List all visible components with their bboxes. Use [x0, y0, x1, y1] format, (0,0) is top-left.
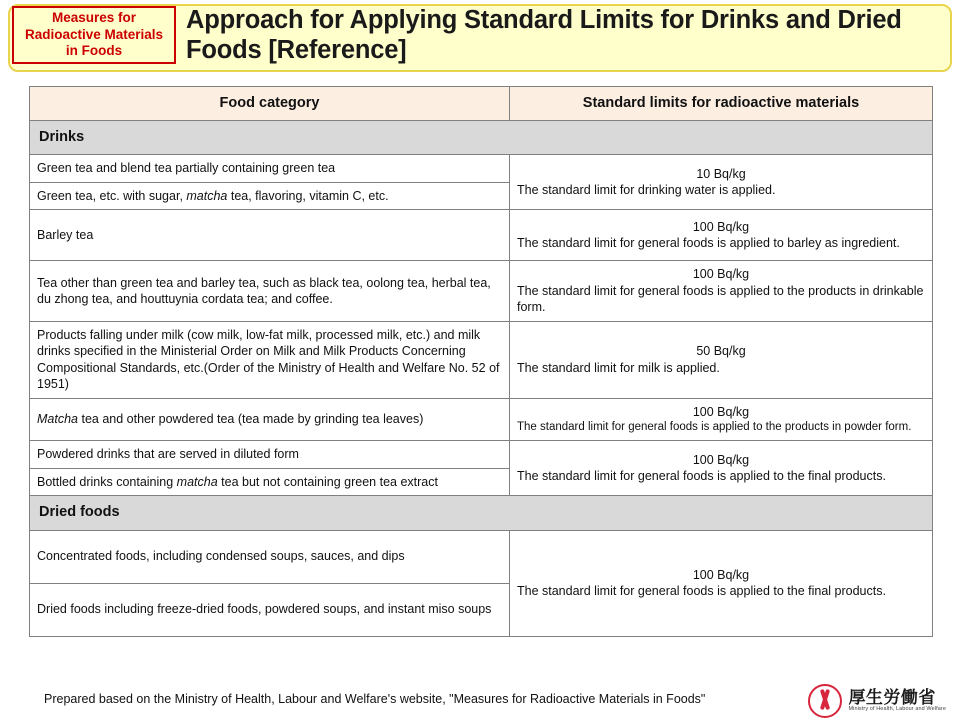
- limit-value: 50 Bq/kg: [696, 344, 746, 359]
- section-label: Dried foods: [30, 496, 933, 530]
- section-row-dried-foods: [30, 496, 933, 530]
- standard-limits-table: [29, 86, 933, 637]
- limit-description: The standard limit for drinking water is applied.: [517, 183, 776, 198]
- food-category-cell: Matcha tea and other powdered tea (tea made by grinding tea leaves): [30, 398, 510, 441]
- table-row: [30, 398, 933, 441]
- food-category-cell: Barley tea: [30, 210, 510, 261]
- header-badge: Measures for Radioactive Materials in Foods: [12, 6, 176, 64]
- column-header-standard-limits: Standard limits for radioactive materials: [510, 87, 933, 121]
- limit-description: The standard limit for general foods is applied to the products in powder form.: [517, 421, 912, 434]
- ministry-name-en: Ministry of Health, Labour and Welfare: [848, 706, 946, 713]
- limit-description: The standard limit for general foods is applied to the final products.: [517, 584, 886, 599]
- food-category-cell: Concentrated foods, including condensed soups, sauces, and dips: [30, 530, 510, 583]
- limit-value: 100 Bq/kg: [692, 404, 750, 419]
- standard-limit-cell: [510, 155, 933, 210]
- table-row: [30, 441, 933, 469]
- ministry-logo-text: [848, 689, 946, 713]
- section-row-drinks: [30, 121, 933, 155]
- limit-value: 100 Bq/kg: [692, 267, 750, 282]
- page-title: Approach for Applying Standard Limits for Drinks and Dried Foods [Reference]: [186, 5, 902, 64]
- limit-value: 10 Bq/kg: [696, 166, 746, 181]
- limit-value: 100 Bq/kg: [692, 219, 750, 234]
- standard-limit-cell: [510, 441, 933, 496]
- limit-value: 100 Bq/kg: [692, 452, 750, 467]
- food-category-cell: Dried foods including freeze-dried foods, powdered soups, and instant miso soups: [30, 583, 510, 636]
- food-category-cell: Green tea, etc. with sugar, matcha tea, flavoring, vitamin C, etc.: [30, 182, 510, 210]
- table-row: [30, 530, 933, 583]
- standard-limit-cell: [510, 321, 933, 398]
- standard-limit-cell: [510, 210, 933, 261]
- standard-limit-cell: [510, 398, 933, 441]
- table-row: [30, 321, 933, 398]
- standard-limit-cell: [510, 530, 933, 636]
- table-row: [30, 155, 933, 183]
- table-header-row: [30, 87, 933, 121]
- standard-limit-cell: [510, 261, 933, 322]
- limit-value: 100 Bq/kg: [692, 567, 750, 582]
- section-label: Drinks: [30, 121, 933, 155]
- food-category-cell: Bottled drinks containing matcha tea but not containing green tea extract: [30, 468, 510, 496]
- ministry-emblem-icon: [808, 684, 842, 718]
- limit-description: The standard limit for general foods is applied to barley as ingredient.: [517, 236, 900, 251]
- table-row: [30, 261, 933, 322]
- food-category-cell: Tea other than green tea and barley tea, such as black tea, oolong tea, herbal tea, du zhong tea, and houttuynia cordata tea; and coffee.: [30, 261, 510, 322]
- limit-description: The standard limit for general foods is applied to the products in drinkable form.: [517, 283, 924, 315]
- limit-description: The standard limit for general foods is applied to the final products.: [517, 469, 886, 484]
- food-category-cell: Products falling under milk (cow milk, low-fat milk, processed milk, etc.) and milk drinks specified in the Ministerial Order on Milk and Milk Products Concerning Compositional Standards, etc.(Order of the Ministry of Health and Welfare No. 52 of 1951): [30, 321, 510, 398]
- ministry-name-jp: 厚生労働省: [848, 688, 936, 708]
- ministry-logo: [808, 684, 946, 718]
- footer-note: Prepared based on the Ministry of Health, Labour and Welfare's website, "Measures for Radioactive Materials in Foods": [44, 692, 706, 706]
- food-category-cell: Powdered drinks that are served in diluted form: [30, 441, 510, 469]
- food-category-cell: Green tea and blend tea partially containing green tea: [30, 155, 510, 183]
- limit-description: The standard limit for milk is applied.: [517, 360, 720, 375]
- table-row: [30, 210, 933, 261]
- column-header-food-category: Food category: [30, 87, 510, 121]
